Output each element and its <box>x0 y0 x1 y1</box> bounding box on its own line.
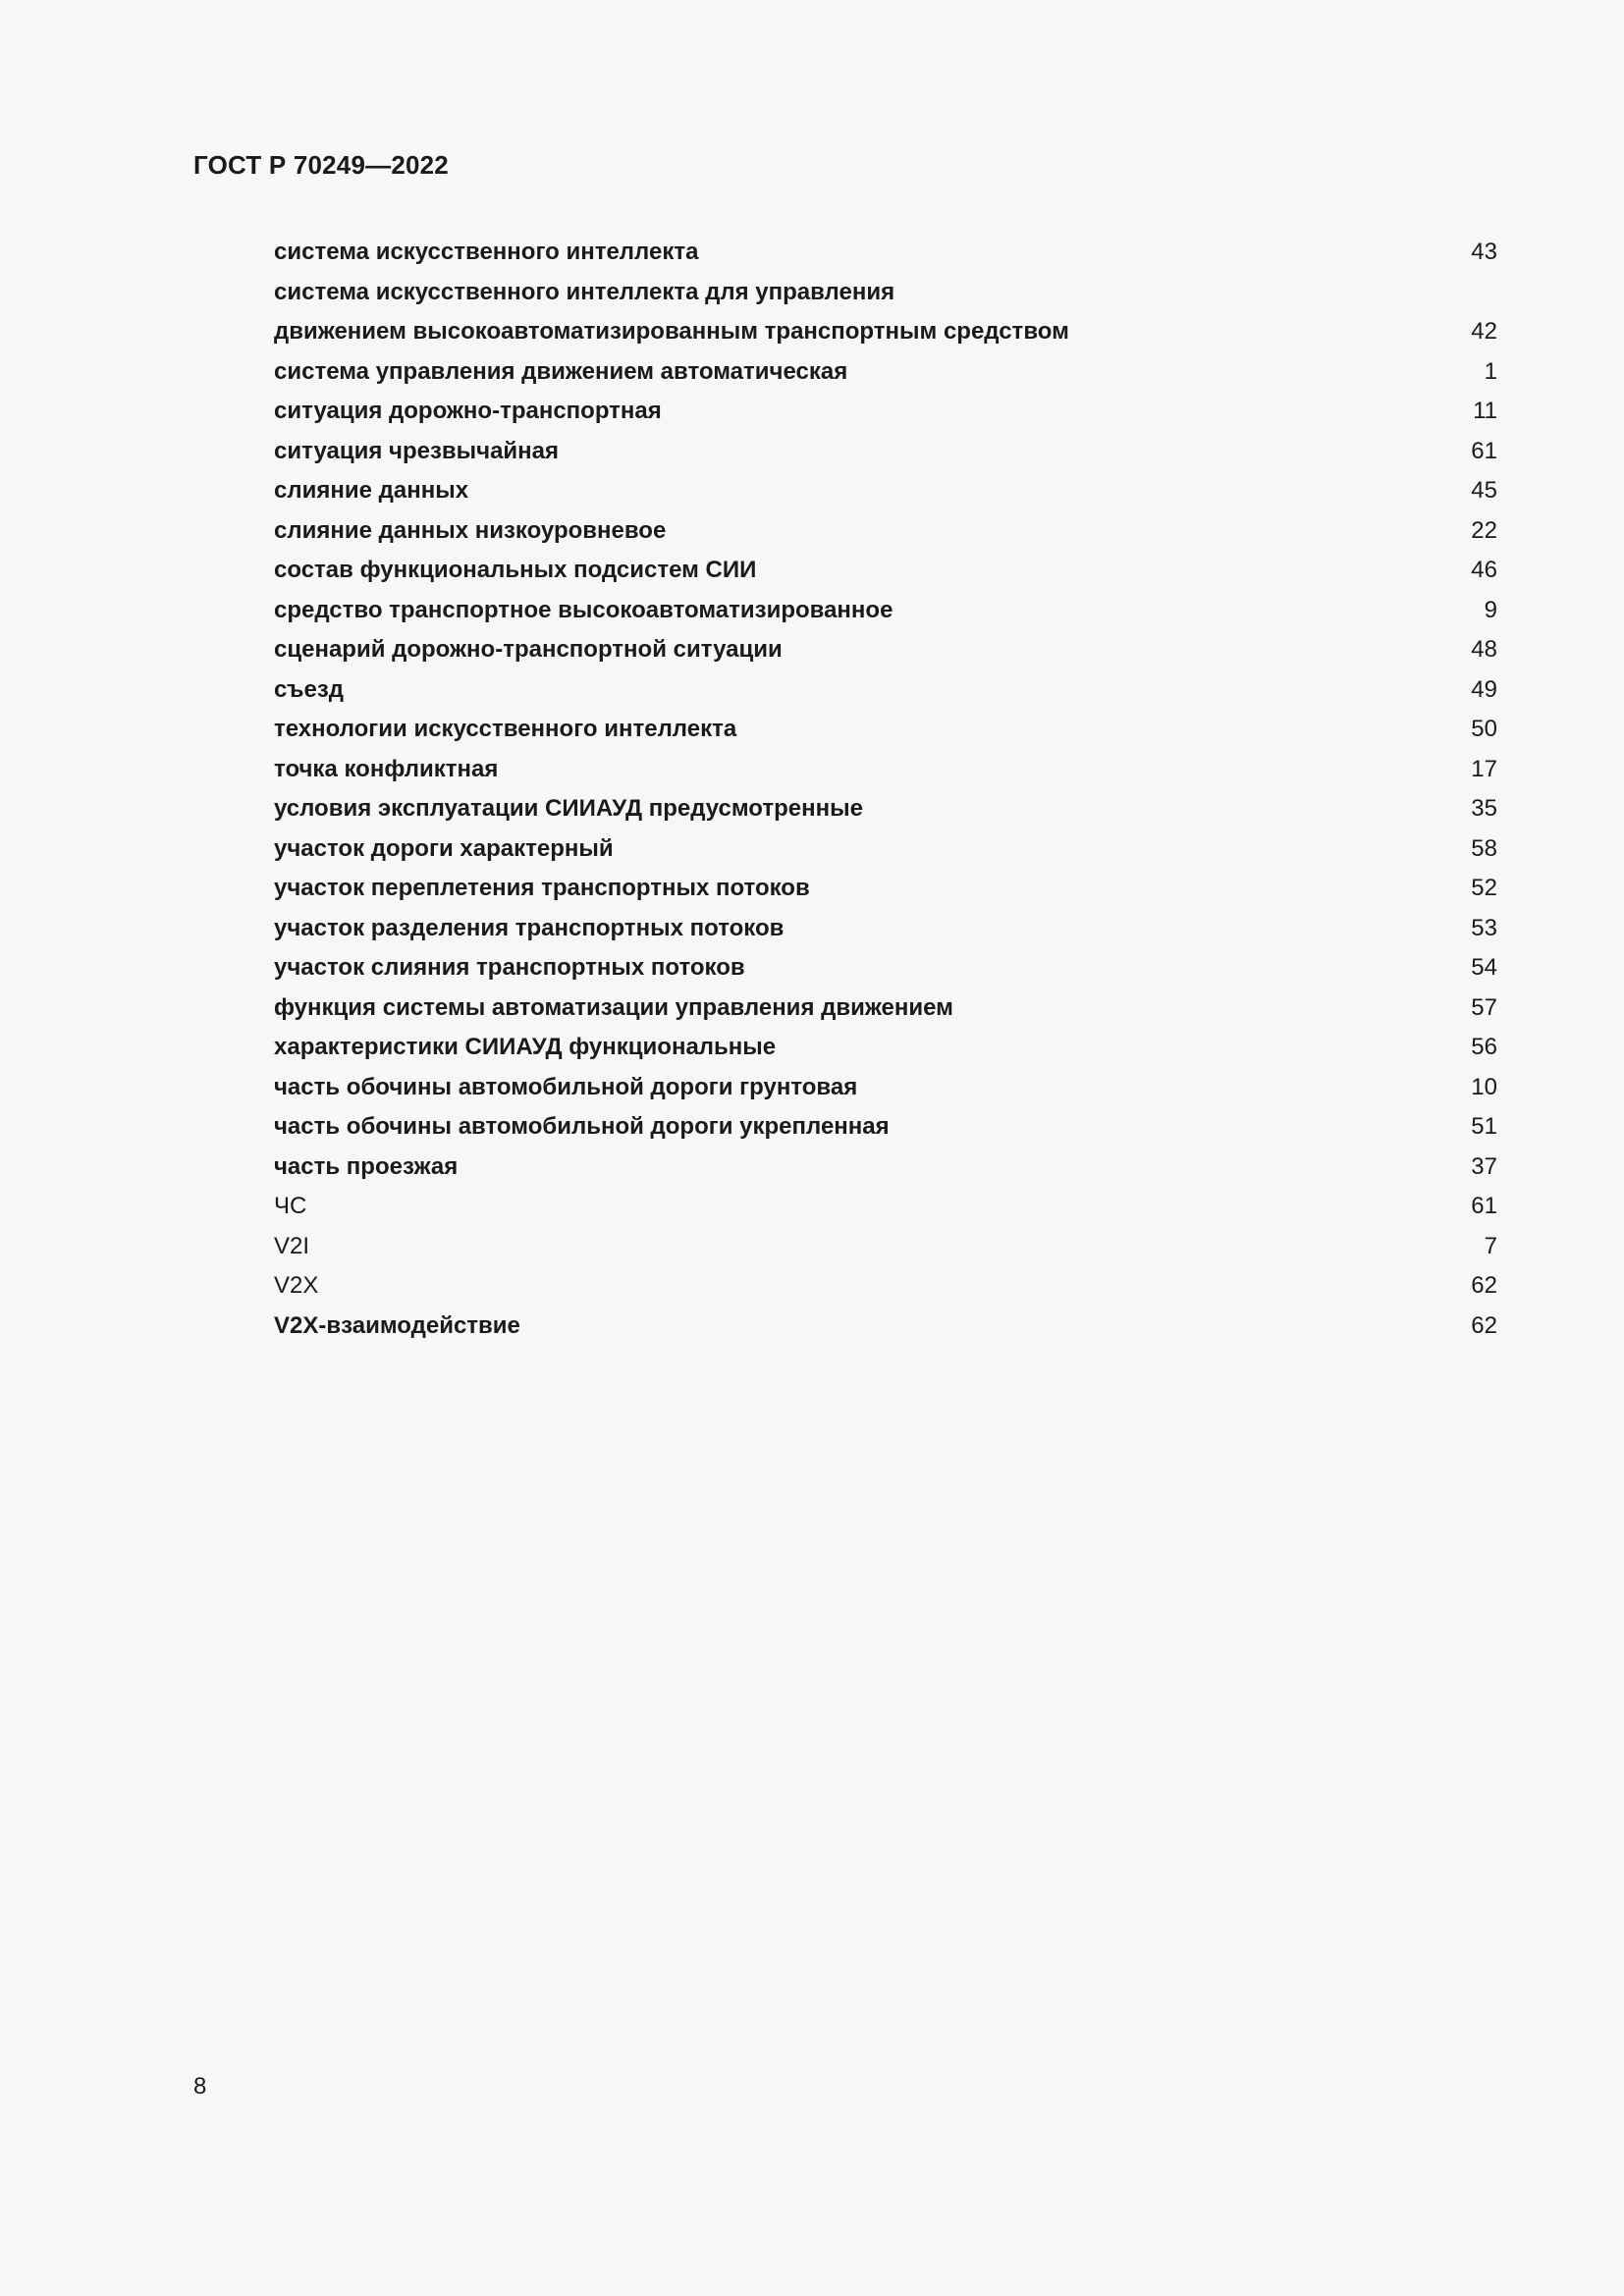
index-term: система искусственного интеллекта <box>274 239 699 265</box>
index-entry <box>274 710 1497 750</box>
index-page-number: 35 <box>1471 795 1497 822</box>
index-entry <box>274 869 1497 909</box>
index-term: система искусственного интеллекта для управления <box>274 278 895 305</box>
index-entry <box>274 1107 1497 1148</box>
index-term: V2X <box>274 1272 319 1299</box>
index-term: точка конфликтная <box>274 755 499 782</box>
index-term: характеристики СИИАУД функциональные <box>274 1034 777 1060</box>
index-entry <box>274 312 1497 352</box>
index-entry <box>274 789 1497 829</box>
index-entry <box>274 630 1497 670</box>
page-number: 8 <box>193 2073 207 2100</box>
index-entry <box>274 1227 1497 1267</box>
index-entry <box>274 233 1497 273</box>
index-page-number: 61 <box>1471 437 1497 464</box>
index-term: участок дороги характерный <box>274 834 614 862</box>
index-term: функция системы автоматизации управления движением <box>274 993 953 1021</box>
index-term: сценарий дорожно-транспортной ситуации <box>274 636 783 663</box>
index-entry <box>274 1068 1497 1108</box>
index-entry <box>274 1028 1497 1068</box>
index-page-number: 62 <box>1471 1272 1497 1299</box>
index-page-number: 45 <box>1471 477 1497 504</box>
index-entry <box>274 352 1497 393</box>
index-page-number: 56 <box>1471 1034 1497 1060</box>
index-term: участок слияния транспортных потоков <box>274 954 745 981</box>
index-page-number: 52 <box>1471 875 1497 901</box>
index-term: ЧС <box>274 1193 307 1219</box>
document-header: ГОСТ Р 70249—2022 <box>193 150 449 180</box>
index-term: съезд <box>274 675 345 703</box>
index-entry <box>274 273 1497 313</box>
index-page-number: 57 <box>1471 993 1497 1021</box>
index-page-number: 7 <box>1484 1232 1497 1259</box>
index-page-number: 37 <box>1471 1152 1497 1180</box>
index-term: слияние данных низкоуровневое <box>274 516 667 544</box>
index-entry <box>274 988 1497 1029</box>
index-page-number: 50 <box>1471 716 1497 742</box>
index-term: часть обочины автомобильной дороги укрепленная <box>274 1113 890 1140</box>
index-entry <box>274 1187 1497 1227</box>
index-page-number: 11 <box>1473 398 1497 424</box>
index-entry <box>274 392 1497 432</box>
index-page-number: 48 <box>1471 636 1497 663</box>
index-page-number: 51 <box>1471 1113 1497 1140</box>
index-page-number: 9 <box>1484 596 1497 623</box>
index-entry <box>274 829 1497 870</box>
index-page-number: 62 <box>1471 1311 1497 1339</box>
index-page-number: 49 <box>1471 675 1497 703</box>
index-term: V2I <box>274 1232 310 1259</box>
index-term: ситуация дорожно-транспортная <box>274 398 662 424</box>
index-entry <box>274 1307 1497 1347</box>
index-term: технологии искусственного интеллекта <box>274 716 737 742</box>
index-term: ситуация чрезвычайная <box>274 437 560 464</box>
index-term: участок разделения транспортных потоков <box>274 914 785 941</box>
index-page-number: 58 <box>1471 834 1497 862</box>
index-entry <box>274 1148 1497 1188</box>
index-entry <box>274 471 1497 511</box>
index-entry <box>274 948 1497 988</box>
index-entry <box>274 670 1497 711</box>
index-entry <box>274 909 1497 949</box>
index-term: средство транспортное высокоавтоматизированное <box>274 596 893 623</box>
index-entry <box>274 750 1497 790</box>
index-term: V2X-взаимодействие <box>274 1311 520 1339</box>
index-page-number: 1 <box>1484 357 1497 385</box>
index-page-number: 10 <box>1471 1073 1497 1100</box>
index-term: слияние данных <box>274 477 469 504</box>
index-page-number: 54 <box>1471 954 1497 981</box>
index-page-number: 53 <box>1471 914 1497 941</box>
index-entry <box>274 1266 1497 1307</box>
index-page-number: 43 <box>1471 239 1497 265</box>
index-page-number: 61 <box>1471 1193 1497 1219</box>
index-entry <box>274 432 1497 472</box>
index-page-number: 46 <box>1471 557 1497 583</box>
index-term: часть обочины автомобильной дороги грунтовая <box>274 1073 858 1100</box>
index-entry <box>274 511 1497 552</box>
index-term: участок переплетения транспортных потоков <box>274 875 810 901</box>
index-page-number: 22 <box>1471 516 1497 544</box>
term-index <box>274 233 1497 1346</box>
index-term: часть проезжая <box>274 1152 459 1180</box>
index-term: состав функциональных подсистем СИИ <box>274 557 757 583</box>
index-entry <box>274 551 1497 591</box>
index-page-number: 42 <box>1471 318 1497 345</box>
index-term: условия эксплуатации СИИАУД предусмотренные <box>274 795 863 822</box>
index-term: система управления движением автоматическая <box>274 357 848 385</box>
index-term: движением высокоавтоматизированным транспортным средством <box>274 318 1069 345</box>
index-entry <box>274 591 1497 631</box>
index-page-number: 17 <box>1471 755 1497 782</box>
